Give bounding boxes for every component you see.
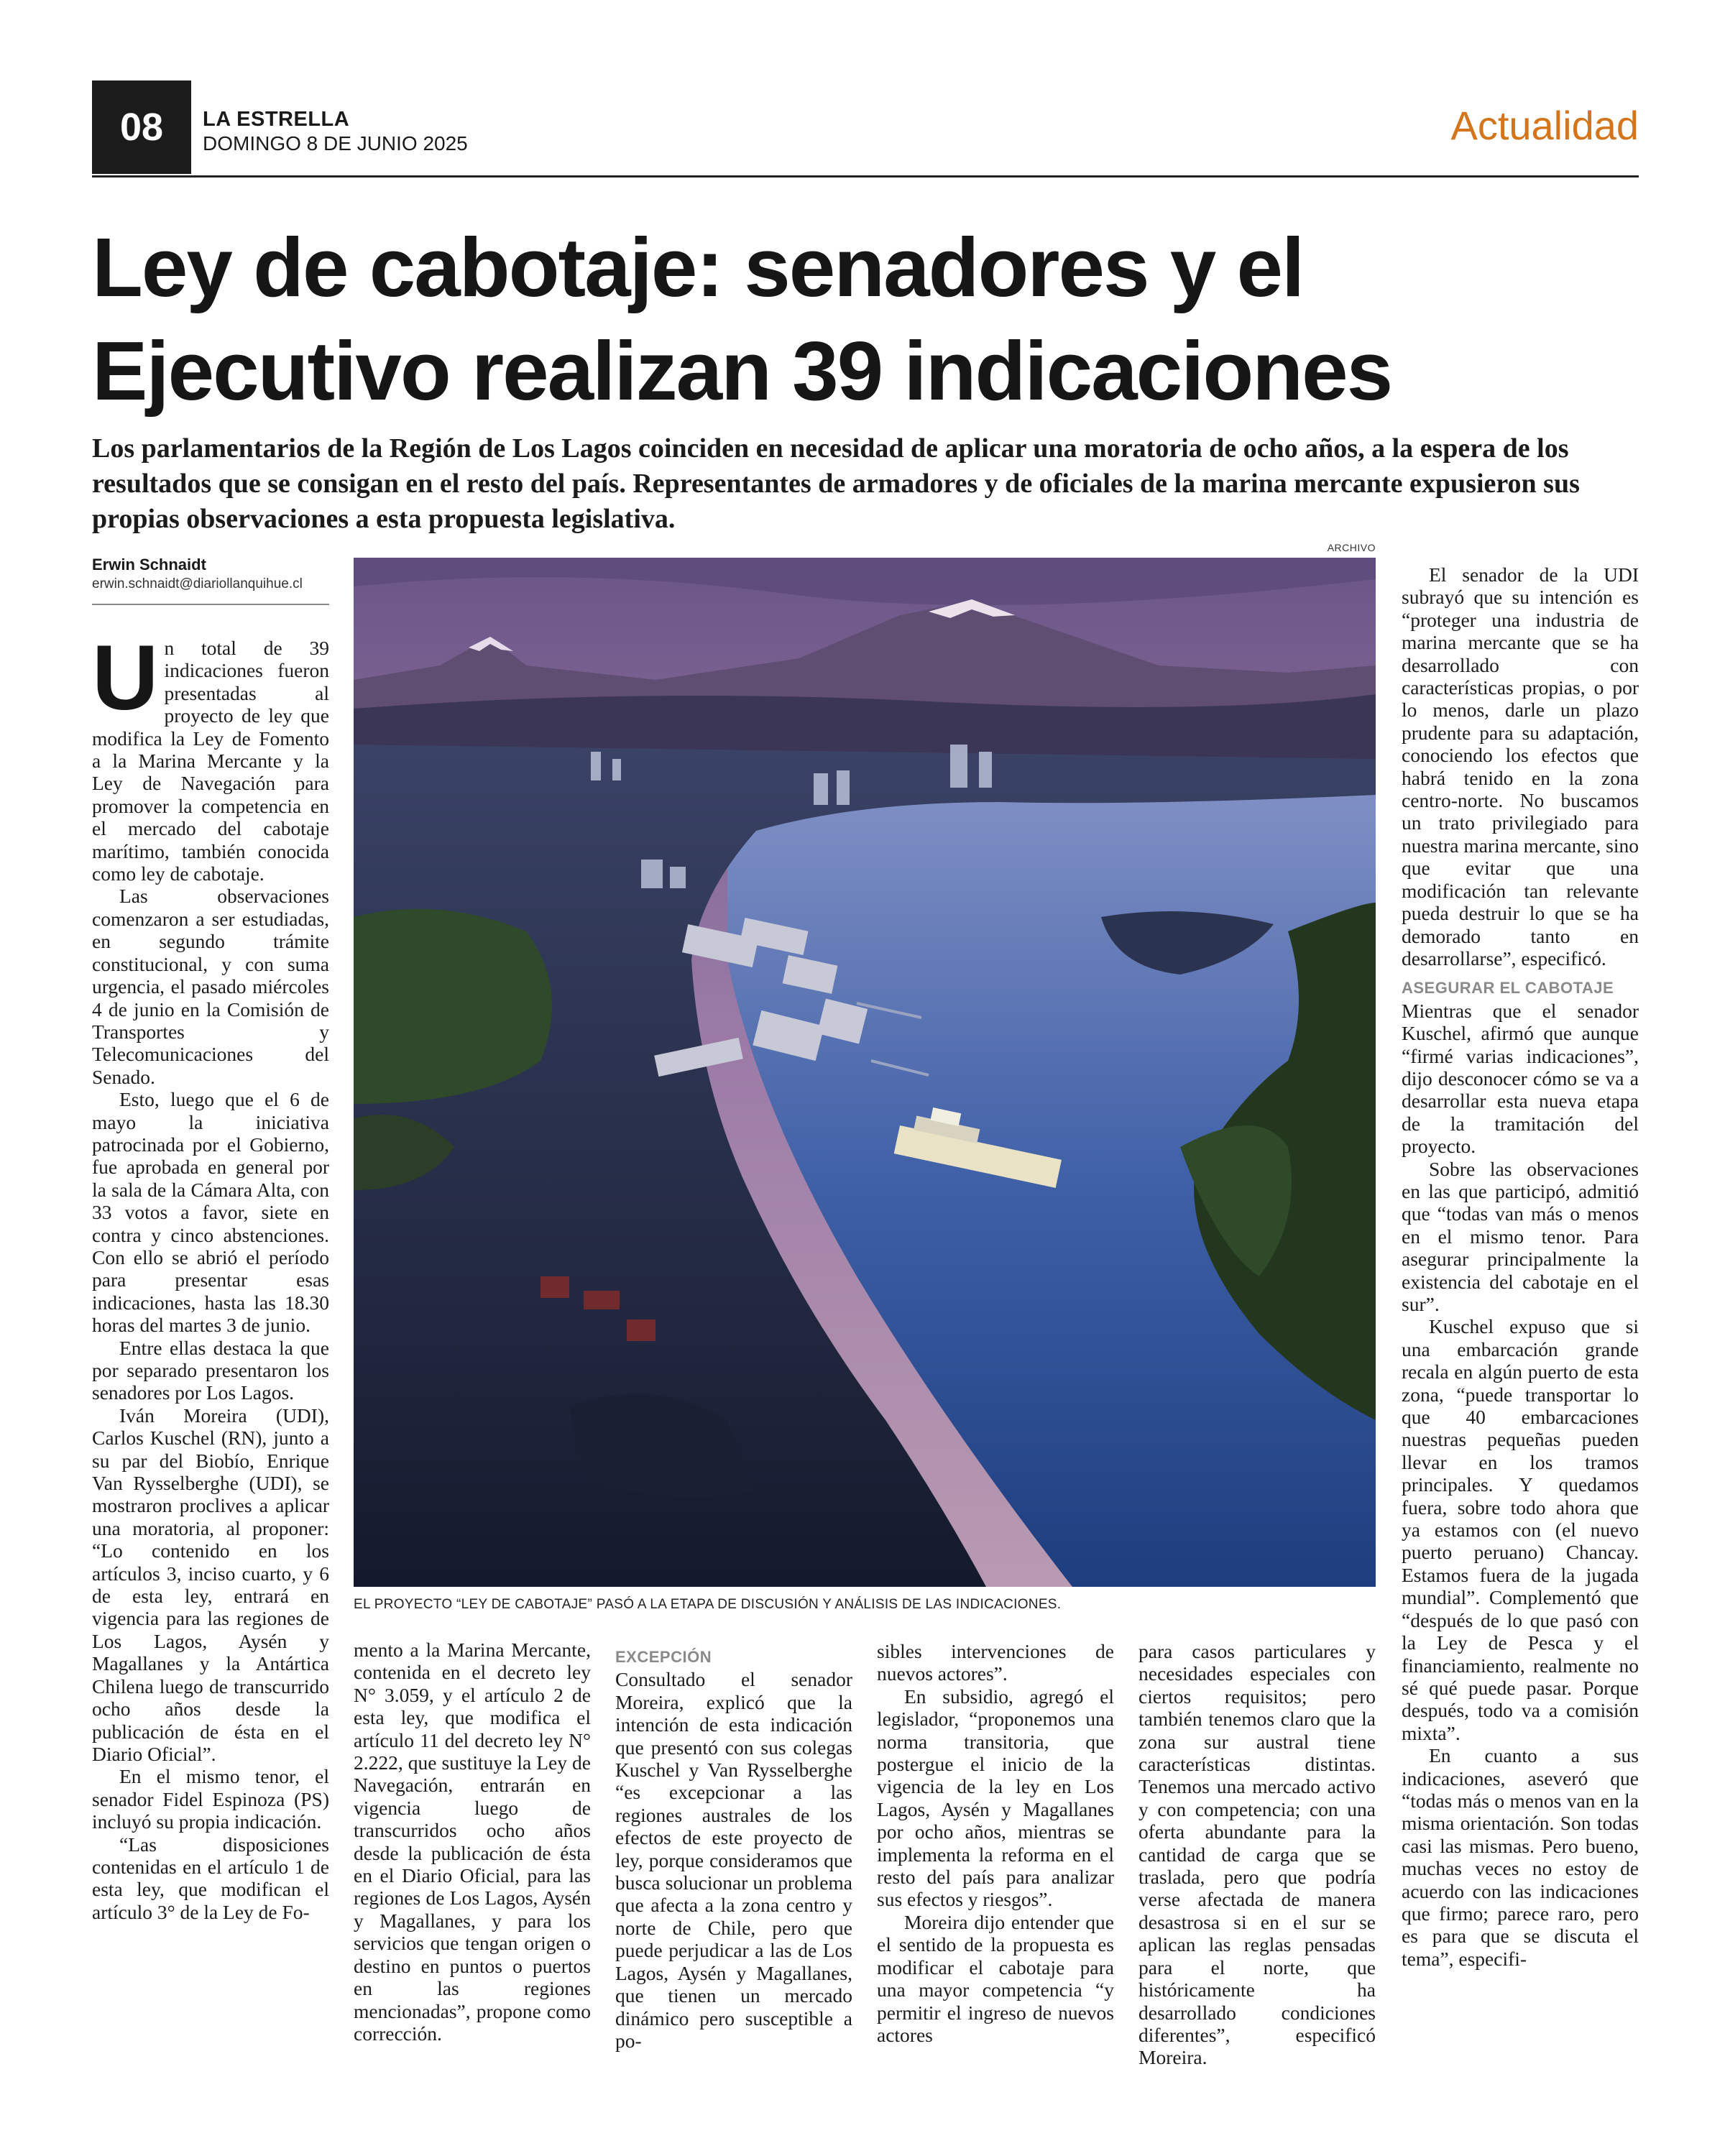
paragraph: Sobre las observaciones en las que participó, admitió que “todas van más o menos en el mismo tenor. Para asegurar principalmente la existencia del cabotaje en el sur”. <box>1402 1157 1639 1315</box>
article-column-right <box>1402 563 1639 1970</box>
drop-cap: U <box>92 627 159 729</box>
article-column-3 <box>615 1639 852 2052</box>
deck: Los parlamentarios de la Región de Los Lagos coinciden en necesidad de aplicar una moratoria de ocho años, a la espera de los resultados que se consigan en el resto del país. Representantes de armadores y de oficiales de la marina mercante expusieron sus propias observaciones a esta propuesta legislativa. <box>92 433 1580 534</box>
article-column-1 <box>92 627 329 1923</box>
paragraph: Consultado el senador Moreira, explicó que la intención de esta indicación que presentó con sus colegas Kuschel y Van Rysselberghe “es excepcionar a las regiones australes de los efectos de este proyecto de ley, porque consideramos que busca solucionar un problema que afecta a la zona centro y norte de Chile, pero que puede perjudicar a las de Los Lagos, Aysén y Magallanes, que tienen un mercado dinámico pero susceptible a po- <box>615 1668 852 2052</box>
article-column-2 <box>354 1639 591 2045</box>
paragraph: mento a la Marina Mercante, contenida en el decreto ley N° 3.059, y el artículo 2 de esta ley, que modifica el artículo 11 del decreto ley N° 2.222, que sustituye la Ley de Navegación, entrarán en vigencia luego de transcurridos ocho años desde la publicación de ésta en el Diario Oficial, para las regiones de Los Lagos, Aysén y Magallanes, y para los servicios que tengan origen o destino en puntos o puertos en las regiones mencionadas”, propone como corrección. <box>354 1639 591 2045</box>
paragraph: Esto, luego que el 6 de mayo la iniciativa patrocinada por el Gobierno, fue aprobada en general por la sala de la Cámara Alta, con 33 votos a favor, siete en contra y cinco abstenciones. Con ello se abrió el período para presentar esas indicaciones, hasta las 18.30 horas del martes 3 de junio. <box>92 1088 329 1337</box>
page-header <box>92 80 1639 175</box>
byline-divider <box>92 604 329 605</box>
paragraph: En subsidio, agregó el legislador, “proponemos una norma transitoria, que postergue el inicio de la vigencia de la ley en Los Lagos, Aysén y Magallanes por ocho años, mientras se implementa la reforma en el resto del país para analizar sus efectos y riesgos”. <box>877 1685 1114 1911</box>
article-column-4 <box>877 1640 1114 2046</box>
paragraph: El senador de la UDI subrayó que su intención es “proteger una industria de marina mercante que se ha desarrollado con características propias, o por lo menos, darle un plazo prudente para su adaptación, conociendo los efectos que habrá tenido en la zona centro-norte. No buscamos un trato privilegiado para nuestra marina mercante, sino que evitar que una modificación tan relevante pueda destruir lo que se ha demorado tanto en desarrollarse”, especificó. <box>1402 563 1639 969</box>
publication-date: DOMINGO 8 DE JUNIO 2025 <box>203 132 468 155</box>
author-email[interactable]: erwin.schnaidt@diariollanquihue.cl <box>92 576 303 591</box>
paragraph: Un total de 39 indicaciones fueron presentadas al proyecto de ley que modifica la Ley de Fomento a la Marina Mercante y la Ley de Navegación para promover la competencia en el mercado del cabotaje marítimo, también conocida como ley de cabotaje. <box>92 627 329 885</box>
article-column-5 <box>1138 1640 1376 2069</box>
paragraph: para casos particulares y necesidades especiales con ciertos requisitos; pero también tenemos claro que la zona sur austral tiene características distintas. Tenemos una mercado activo y con competencia; con una oferta abundante para la cantidad de carga que se traslada, pero que podría verse afectada de manera desastrosa si en el sur se aplican las reglas pensadas para el norte, que históricamente ha desarrollado condiciones diferentes”, especificó Moreira. <box>1138 1640 1376 2069</box>
paragraph: Moreira dijo entender que el sentido de la propuesta es modificar el cabotaje para una mayor competencia “y permitir el ingreso de nuevos actores <box>877 1910 1114 2046</box>
paragraph: sibles intervenciones de nuevos actores”. <box>877 1640 1114 1685</box>
paragraph: Las observaciones comenzaron a ser estudiadas, en segundo trámite constitucional, y con suma urgencia, el pasado miércoles 4 de junio en la Comisión de Transportes y Telecomunicaciones del Senado. <box>92 885 329 1088</box>
section-name: Actualidad <box>1450 103 1639 148</box>
paragraph: Mientras que el senador Kuschel, afirmó que aunque “firmé varias indicaciones”, dijo desconocer cómo se va a desarrollar esta nueva etapa de la tramitación del proyecto. <box>1402 999 1639 1158</box>
photo-caption: EL PROYECTO “LEY DE CABOTAJE” PASÓ A LA ETAPA DE DISCUSIÓN Y ANÁLISIS DE LAS INDICACIONES. <box>354 1597 1062 1612</box>
photo-credit: ARCHIVO <box>1327 542 1376 553</box>
paragraph: “Las disposiciones contenidas en el artículo 1 de esta ley, que modifican el artículo 3° de la Ley de Fo- <box>92 1833 329 1923</box>
publication-name: LA ESTRELLA <box>203 108 350 131</box>
article-photo-aerial-port <box>354 558 1376 1587</box>
paragraph: Kuschel expuso que si una embarcación grande recala en algún puerto de esta zona, “puede transportar lo que 40 embarcaciones nuestras pequeñas pueden llevar en los tramos principales. Y quedamos fuera, sobre todo ahora que ya estamos con (el nuevo puerto peruano) Chancay. Estamos fuera de la jugada mundial”. Complementó que “después de lo que pasó con la Ley de Pesca y el financiamiento, realmente no sé qué puede pasar. Porque después, todo va a comisión mixta”. <box>1402 1315 1639 1744</box>
paragraph: En cuanto a sus indicaciones, aseveró que “todas más o menos van en la misma orientación. Son todas casi las mismas. Pero bueno, muchas veces no estoy de acuerdo con las indicaciones que firmo; parece raro, pero es para que se discuta el tema”, especifi- <box>1402 1744 1639 1970</box>
subhead-asegurar-cabotaje: ASEGURAR EL CABOTAJE <box>1402 979 1614 998</box>
header-divider <box>92 175 1639 178</box>
paragraph: En el mismo tenor, el senador Fidel Espinoza (PS) incluyó su propia indicación. <box>92 1765 329 1833</box>
page-number: 08 <box>92 80 191 174</box>
author-name: Erwin Schnaidt <box>92 556 206 573</box>
paragraph: Entre ellas destaca la que por separado presentaron los senadores por Los Lagos. <box>92 1336 329 1404</box>
paragraph: Iván Moreira (UDI), Carlos Kuschel (RN), junto a su par del Biobío, Enrique Van Rysselberghe (UDI), se mostraron proclives a aplicar una moratoria, al proponer: “Lo contenido en los artículos 3, inciso cuarto, y 6 de esta ley, entrará en vigencia para las regiones de Los Lagos, Aysén y Magallanes y la Antártica Chilena luego de transcurrido ocho años desde la publicación de ésta en el Diario Oficial”. <box>92 1404 329 1765</box>
byline <box>92 555 336 594</box>
subhead-excepcion: EXCEPCIÓN <box>615 1648 712 1666</box>
headline: Ley de cabotaje: senadores y el Ejecutivo realizan 39 indicaciones <box>92 221 1392 418</box>
